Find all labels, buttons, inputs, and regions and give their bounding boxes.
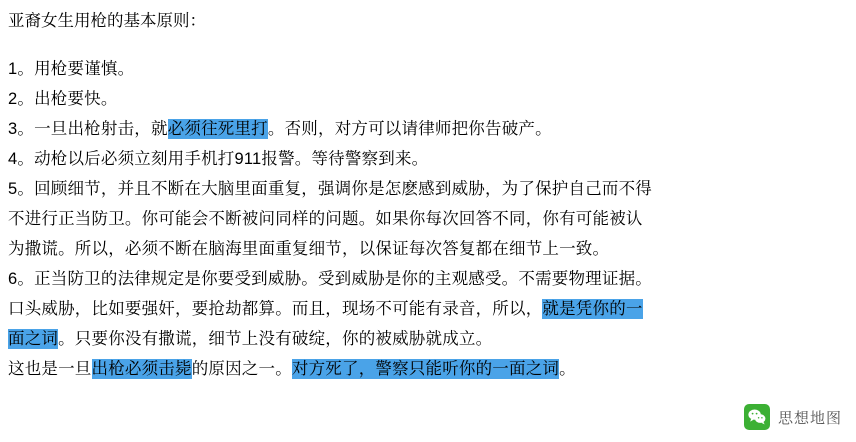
document-title: 亚裔女生用枪的基本原则：: [8, 12, 206, 30]
text-run: 为撒谎。所以，必须不断在脑海里面重复细节，以保证每次答复都在细节上一致。: [8, 240, 610, 258]
document-line: [8, 54, 848, 84]
highlighted-text: 面之词: [8, 330, 59, 348]
text-run: 4。动枪以后必须立刻用手机打911报警。等待警察到来。: [8, 150, 429, 168]
document-line: [8, 84, 848, 114]
document-line: [8, 144, 848, 174]
wechat-icon: [744, 404, 770, 430]
text-run: 5。回顾细节，并且不断在大脑里面重复，强调你是怎麽感到威胁，为了保护自己而不得: [8, 180, 652, 198]
document-line: [8, 204, 848, 234]
text-run: 。只要你没有撒谎，细节上没有破绽，你的被威胁就成立。: [58, 330, 493, 348]
highlighted-text: 就是凭你的一: [542, 300, 643, 318]
text-run: 的原因之一。: [191, 360, 292, 378]
text-run: 6。正当防卫的法律规定是你要受到威胁。受到威胁是你的主观感受。不需要物理证据。: [8, 270, 652, 288]
text-run: 这也是一旦: [8, 360, 92, 378]
text-run: 3。一旦出枪射击，就: [8, 120, 168, 138]
document-line: [8, 234, 848, 264]
text-run: 。否则，对方可以请律师把你告破产。: [267, 120, 552, 138]
text-run: 2。出枪要快。: [8, 90, 118, 108]
highlighted-text: 出枪必须击毙: [91, 360, 192, 378]
watermark: [744, 404, 842, 430]
document-line: [8, 324, 848, 354]
text-run: 口头威胁，比如要强奸，要抢劫都算。而且，现场不可能有录音，所以，: [8, 300, 543, 318]
document-line: [8, 294, 848, 324]
highlighted-text: 必须往死里打: [167, 120, 268, 138]
text-run: 不进行正当防卫。你可能会不断被问同样的问题。如果你每次回答不同，你有可能被认: [8, 210, 643, 228]
document-line: [8, 174, 848, 204]
highlighted-text: 对方死了，警察只能听你的一面之词: [291, 360, 560, 378]
document-line: [8, 114, 848, 144]
document-line: [8, 354, 848, 384]
watermark-label: 思想地图: [777, 409, 842, 427]
document-body: [8, 54, 848, 384]
document-content: [8, 6, 848, 384]
text-run: 1。用枪要谨慎。: [8, 60, 135, 78]
text-run: 。: [559, 360, 576, 378]
document-line: [8, 264, 848, 294]
